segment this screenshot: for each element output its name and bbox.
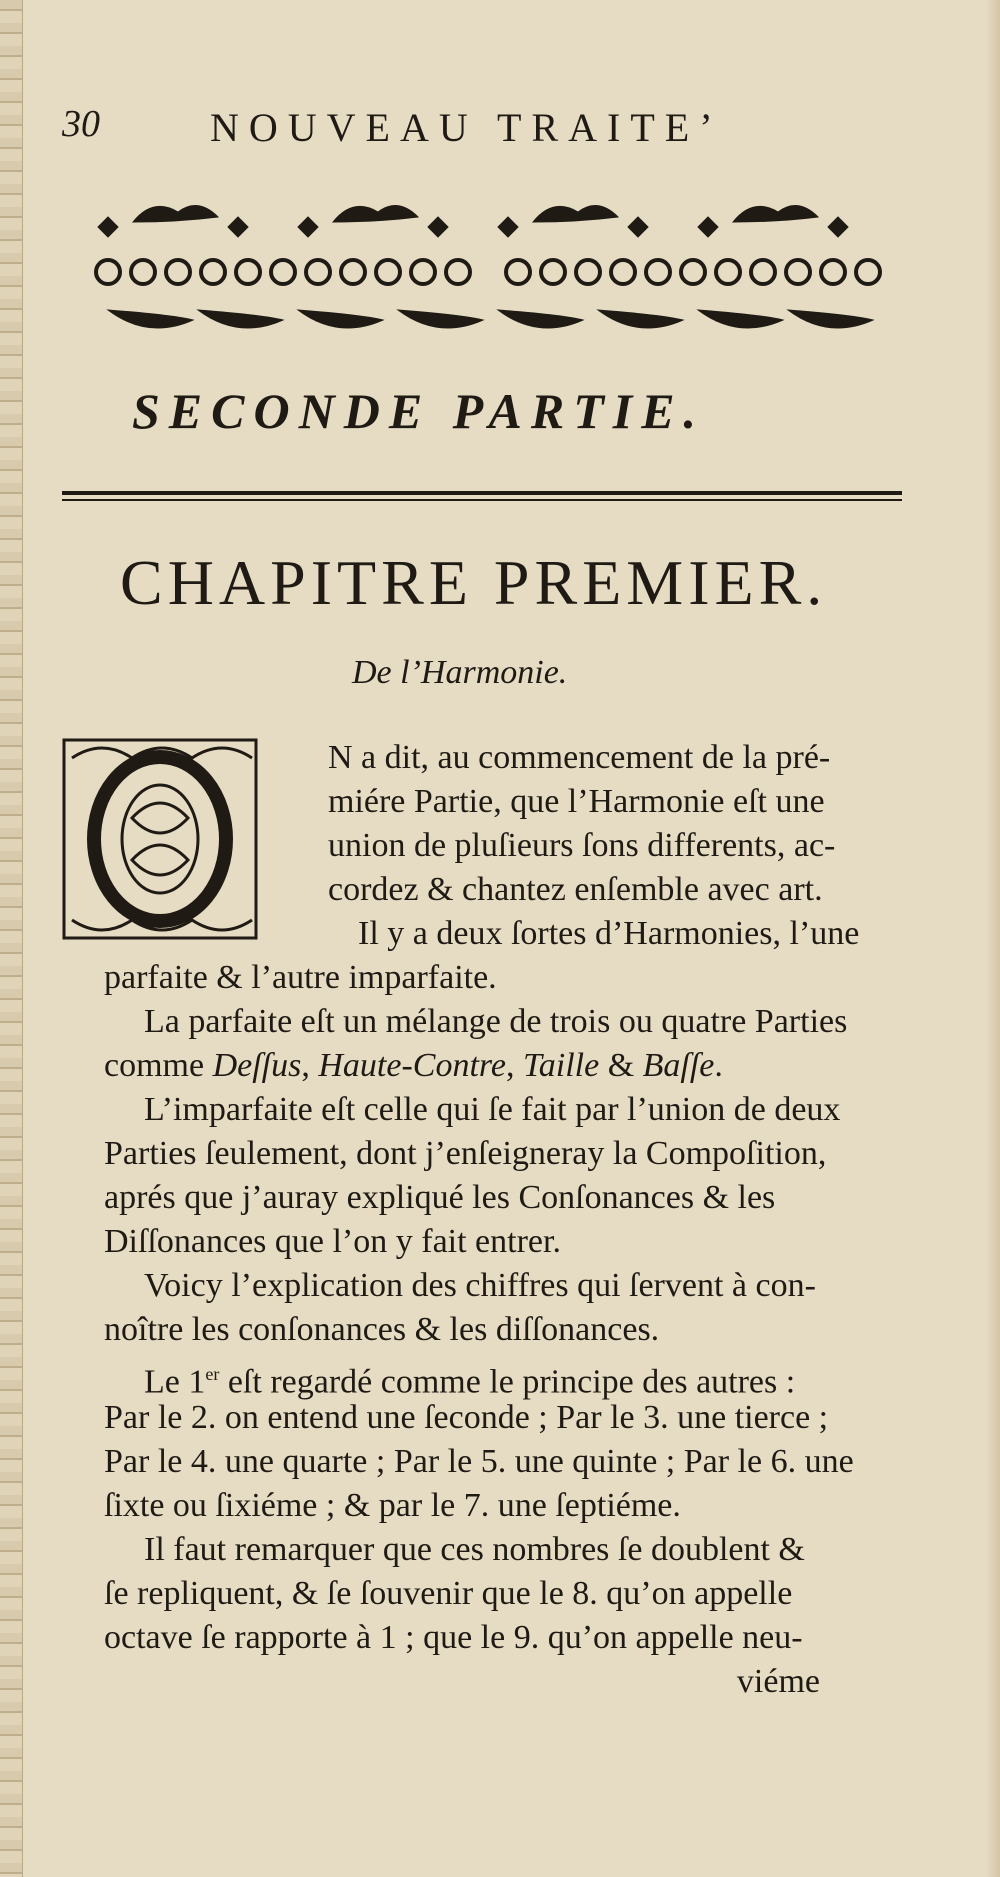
- page-header: [62, 102, 962, 152]
- running-title: NOUVEAU TRAITE’: [210, 105, 723, 150]
- voice-name: Haute-Contre: [318, 1047, 506, 1084]
- drop-cap-letter: O: [159, 866, 161, 867]
- chapter-title: CHAPITRE PREMIER.: [120, 547, 828, 618]
- ornament-top-row: [98, 206, 848, 237]
- text-line: parfaite & l’autre imparfaite.: [104, 959, 497, 996]
- text-line: union de pluſieurs ſons differents, ac-: [328, 827, 836, 864]
- heading-rule-thick: [62, 491, 902, 495]
- voice-name: Deſſus: [212, 1047, 302, 1084]
- text-line: N a dit, au commencement de la pré-: [328, 739, 831, 776]
- text-line: Il y a deux ſortes d’Harmonies, l’une: [358, 915, 860, 952]
- text-line: miére Partie, que l’Harmonie eſt une: [328, 783, 825, 820]
- text-line: [144, 1352, 796, 1401]
- voice-name: Baſſe: [642, 1047, 715, 1084]
- text-line: cordez & chantez enſemble avec art.: [328, 871, 823, 908]
- text-line: octave ſe rapporte à 1 ; que le 9. qu’on appelle neu-: [104, 1619, 803, 1656]
- text-run: &: [599, 1047, 643, 1084]
- text-run: ,: [505, 1047, 523, 1084]
- text-run: Le 1: [144, 1363, 206, 1401]
- text-run: comme: [104, 1047, 213, 1084]
- drop-cap-initial: [62, 738, 258, 940]
- text-line: Diſſonances que l’on y fait entrer.: [104, 1223, 561, 1260]
- text-run: eſt regardé comme le principe des autres :: [219, 1363, 796, 1401]
- ornament-bottom-row: [108, 310, 873, 328]
- voice-name: Taille: [522, 1047, 600, 1084]
- text-line: ſixte ou ſixiéme ; & par le 7. une ſeptiéme.: [104, 1487, 681, 1524]
- text-line: Voicy l’explication des chiffres qui ſervent à con-: [144, 1267, 816, 1304]
- text-line: aprés que j’auray expliqué les Conſonances & les: [104, 1179, 776, 1216]
- catchword: viéme: [736, 1663, 820, 1700]
- page-number: 30: [62, 103, 100, 145]
- text-line: Parties ſeulement, dont j’enſeigneray la Compoſition,: [104, 1135, 827, 1172]
- page-edge: [0, 0, 23, 1877]
- part-title: SECONDE PARTIE.: [132, 383, 706, 439]
- text-line: La parfaite eſt un mélange de trois ou quatre Parties: [144, 1003, 848, 1040]
- text-run: ,: [301, 1047, 319, 1084]
- text-line: Il faut remarquer que ces nombres ſe doublent &: [144, 1531, 805, 1568]
- ordinal-superscript: er: [205, 1364, 220, 1384]
- text-line: ſe repliquent, & ſe ſouvenir que le 8. qu’on appelle: [104, 1575, 793, 1612]
- text-run: .: [714, 1047, 723, 1084]
- text-line: [104, 1044, 723, 1088]
- text-line: L’imparfaite eſt celle qui ſe fait par l’union de deux: [144, 1091, 841, 1128]
- ornament-middle-row: [96, 260, 880, 284]
- text-line: Par le 4. une quarte ; Par le 5. une quinte ; Par le 6. une: [104, 1443, 854, 1480]
- printers-ornament: [88, 192, 888, 344]
- section-title: De l’Harmonie.: [352, 654, 568, 691]
- heading-rule-thin: [62, 499, 902, 501]
- page-gutter: [986, 0, 1000, 1877]
- text-line: Par le 2. on entend une ſeconde ; Par le 3. une tierce ;: [104, 1399, 829, 1436]
- text-line: noître les conſonances & les diſſonances.: [104, 1311, 660, 1348]
